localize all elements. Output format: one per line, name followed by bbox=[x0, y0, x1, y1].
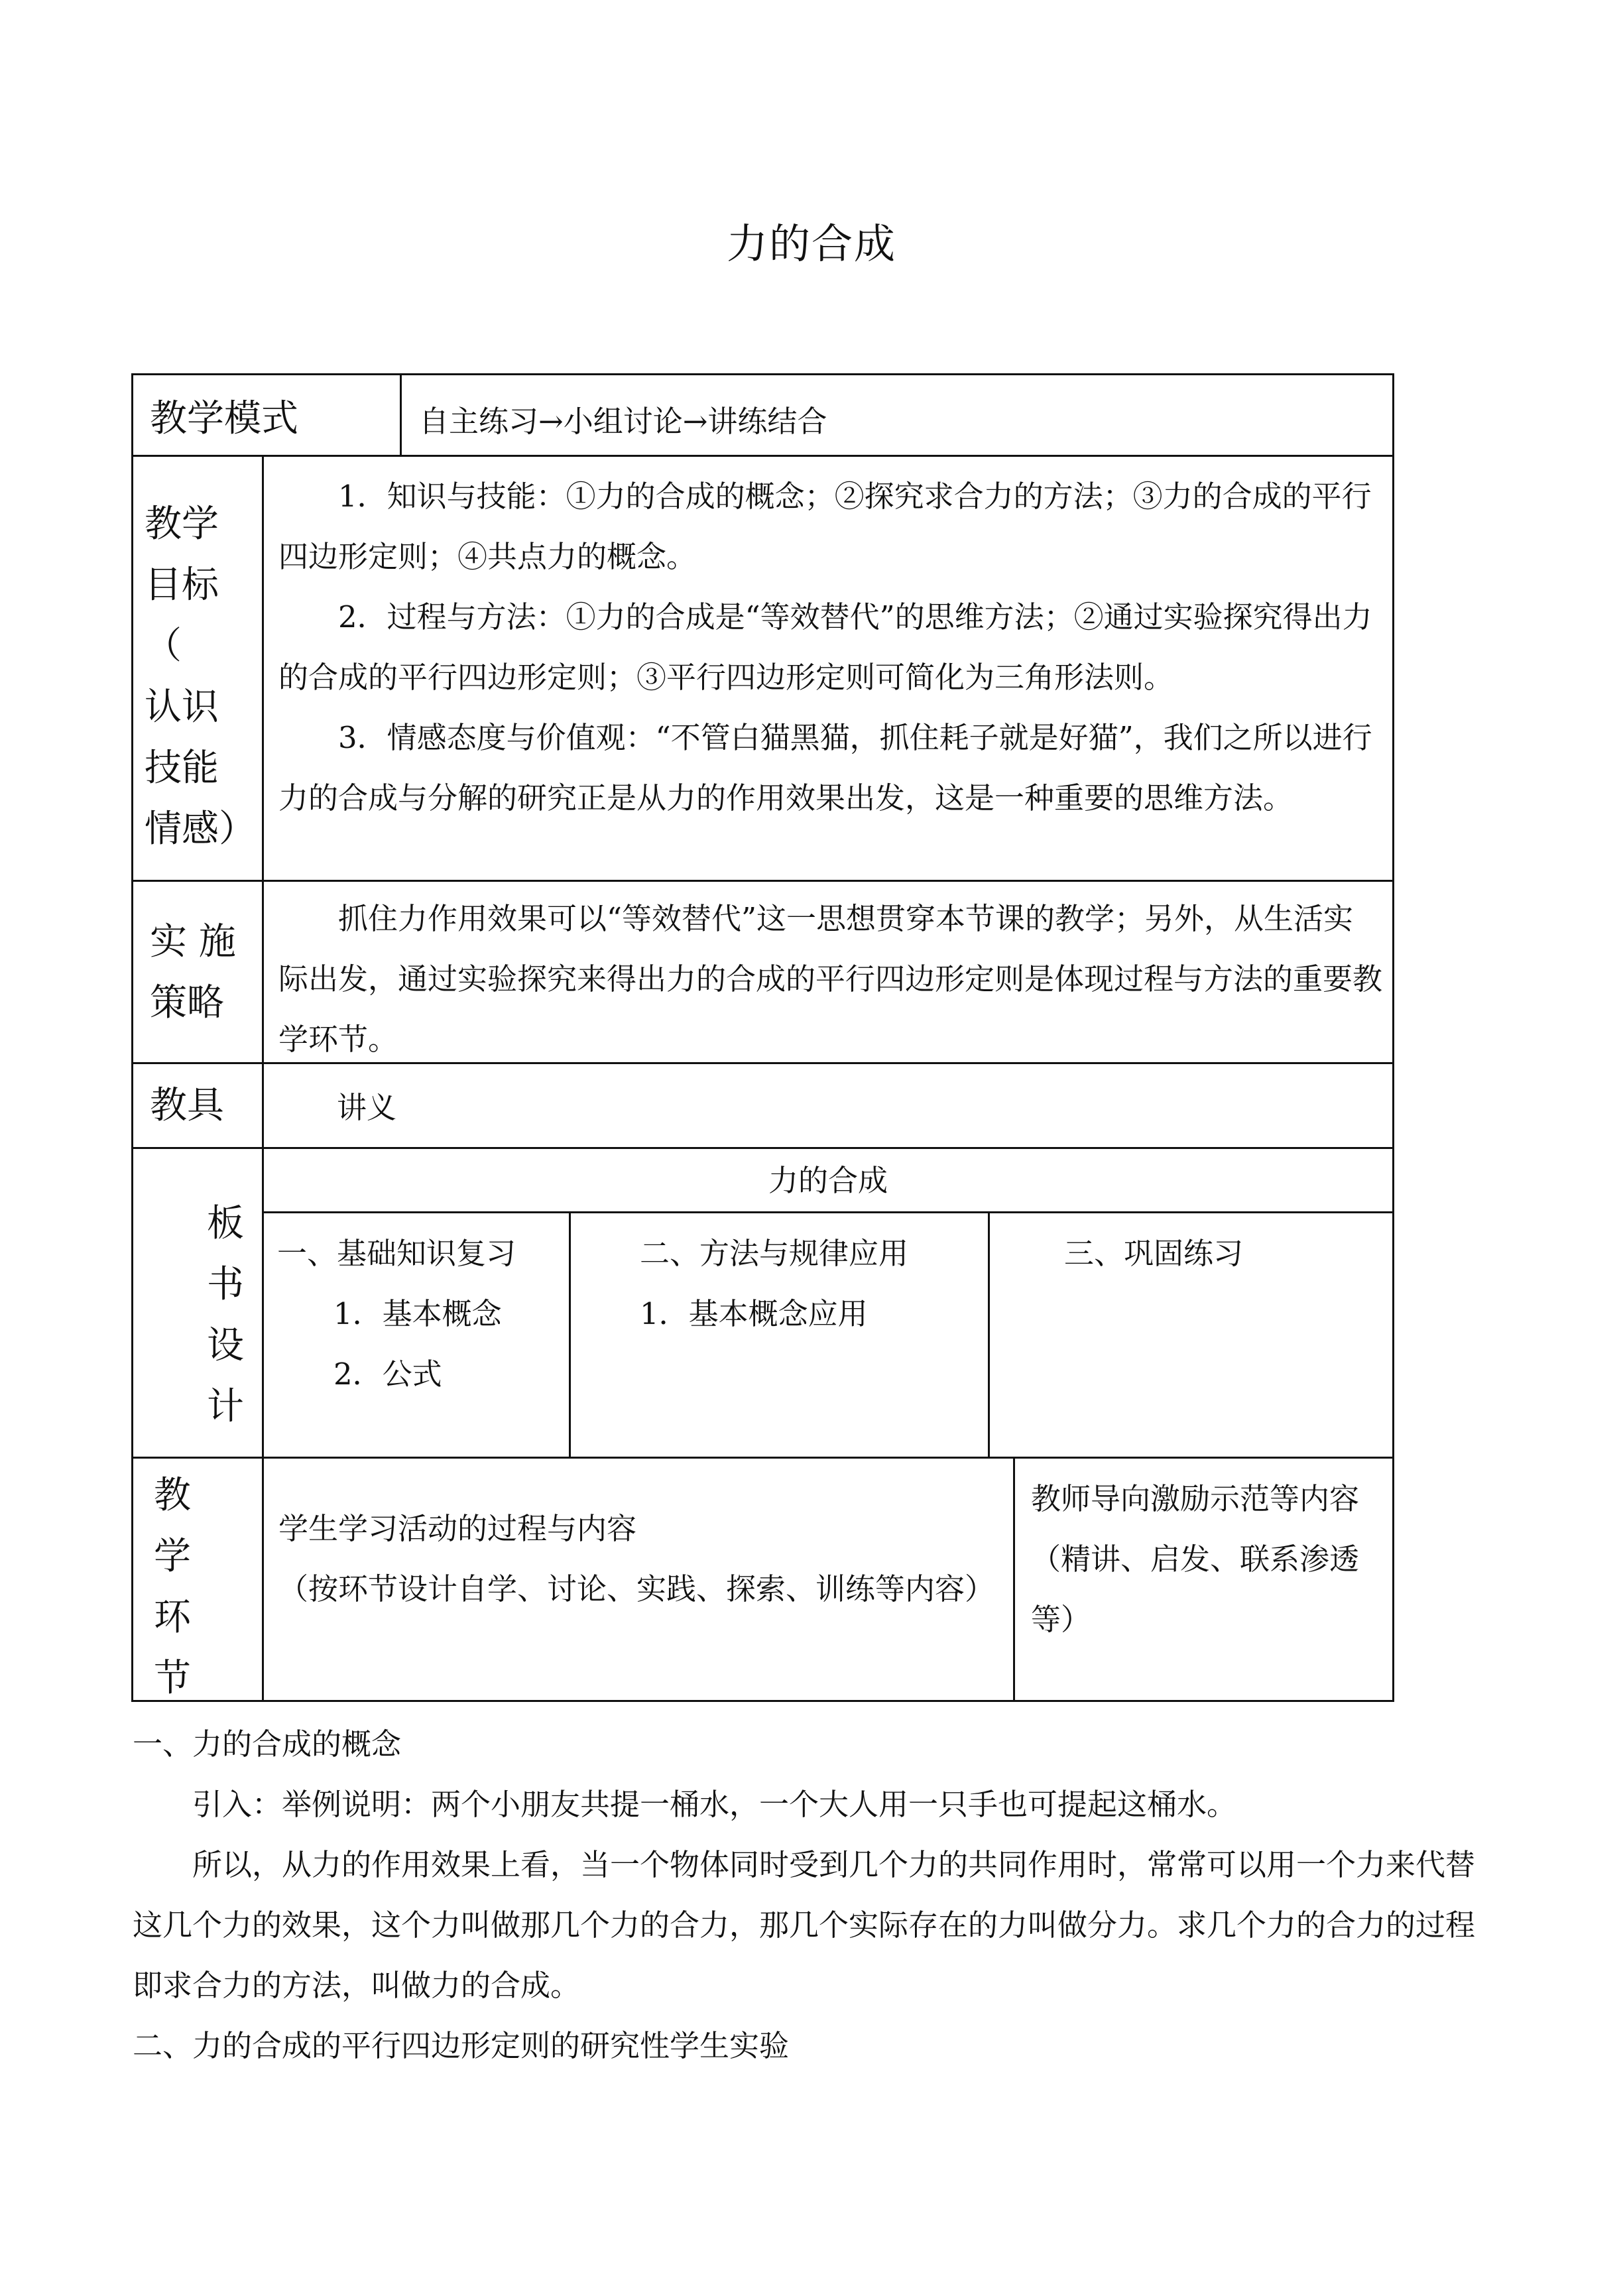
goal-knowledge: 1．知识与技能：①力的合成的概念；②探究求合力的方法；③力的合成的平行四边形定则；④共点力的概念。 bbox=[278, 479, 1372, 574]
board-label-line: 计 bbox=[207, 1385, 244, 1428]
board-col-item: 1．基本概念 bbox=[333, 1296, 502, 1331]
goals-label-line: 技能 bbox=[145, 747, 219, 790]
steps-label bbox=[139, 1465, 206, 1709]
goals-label-line: 认识 bbox=[145, 686, 219, 729]
strategy-label-line: 实 施 bbox=[150, 920, 236, 963]
definition-paragraph: 所以，从力的作用效果上看，当一个物体同时受到几个力的共同作用时，常常可以用一个力来代替这几个力的效果，这个力叫做那几个力的合力，那几个实际存在的力叫做分力。求几个力的合力的过程即求合力的方法，叫做力的合成。 bbox=[133, 1847, 1476, 2003]
strategy-label-line: 策略 bbox=[150, 981, 224, 1024]
student-note: （按环节设计自学、讨论、实践、探索、训练等内容） bbox=[278, 1571, 995, 1606]
board-col-head: 二、方法与规律应用 bbox=[640, 1236, 909, 1271]
goal-process: 2．过程与方法：①力的合成是“等效替代”的思维方法；②通过实验探究得出力的合成的平行四边形定则；③平行四边形定则可简化为三角形法则。 bbox=[278, 599, 1372, 695]
board-label-line: 设 bbox=[207, 1324, 244, 1367]
goals-label-line: 情感） bbox=[145, 808, 256, 851]
board-col-head: 三、巩固练习 bbox=[1064, 1236, 1244, 1271]
section-heading-2: 二、力的合成的平行四边形定则的研究性学生实验 bbox=[133, 2028, 790, 2063]
board-label bbox=[192, 1193, 259, 1437]
goals-label-line: 目标 bbox=[145, 564, 219, 607]
goals-label-line: 教学 bbox=[145, 503, 219, 546]
board-col-head: 一、基础知识复习 bbox=[277, 1236, 516, 1271]
board-label-line: 书 bbox=[207, 1263, 244, 1306]
goal-attitude: 3．情感态度与价值观：“不管白猫黑猫，抓住耗子就是好猫”，我们之所以进行力的合成与分解的研究正是从力的作用效果出发，这是一种重要的思维方法。 bbox=[278, 720, 1372, 816]
steps-label-line: 节 bbox=[154, 1657, 191, 1700]
strategy-content: 抓住力作用效果可以“等效替代”这一思想贯穿本节课的教学；另外，从生活实际出发，通过实验探究来得出力的合成的平行四边形定则是体现过程与方法的重要教学环节。 bbox=[278, 901, 1383, 1057]
steps-label-line: 教 bbox=[154, 1474, 191, 1517]
goals-label bbox=[145, 494, 254, 860]
board-col-item: 2．公式 bbox=[333, 1357, 442, 1392]
page-title: 力的合成 bbox=[726, 219, 896, 268]
student-activities bbox=[278, 1498, 1001, 1619]
board-col-methods bbox=[583, 1223, 981, 1344]
teacher-note: （精讲、启发、联系渗透等） bbox=[1031, 1541, 1360, 1637]
mode-value: 自主练习→小组讨论→讲练结合 bbox=[419, 404, 827, 439]
section-heading-1: 一、力的合成的概念 bbox=[133, 1726, 402, 1762]
board-col-basics bbox=[277, 1223, 562, 1404]
teacher-guidance bbox=[1031, 1469, 1386, 1650]
student-title: 学生学习活动的过程与内容 bbox=[278, 1511, 637, 1546]
mode-label: 教学模式 bbox=[150, 397, 298, 440]
tools-label: 教具 bbox=[150, 1084, 224, 1127]
tools-value: 讲义 bbox=[337, 1090, 397, 1125]
teacher-title: 教师导向激励示范等内容 bbox=[1031, 1481, 1360, 1516]
steps-label-line: 学 bbox=[154, 1535, 191, 1578]
intro-paragraph: 引入：举例说明：两个小朋友共提一桶水，一个大人用一只手也可提起这桶水。 bbox=[192, 1787, 1237, 1822]
strategy-label bbox=[150, 912, 259, 1034]
board-col-practice bbox=[1001, 1223, 1386, 1284]
board-label-line: 板 bbox=[207, 1202, 244, 1245]
board-heading: 力的合成 bbox=[768, 1163, 888, 1198]
goals-content bbox=[278, 466, 1382, 828]
steps-label-line: 环 bbox=[154, 1596, 191, 1639]
goals-label-line: （ bbox=[145, 625, 182, 668]
board-col-item: 1．基本概念应用 bbox=[640, 1296, 868, 1331]
